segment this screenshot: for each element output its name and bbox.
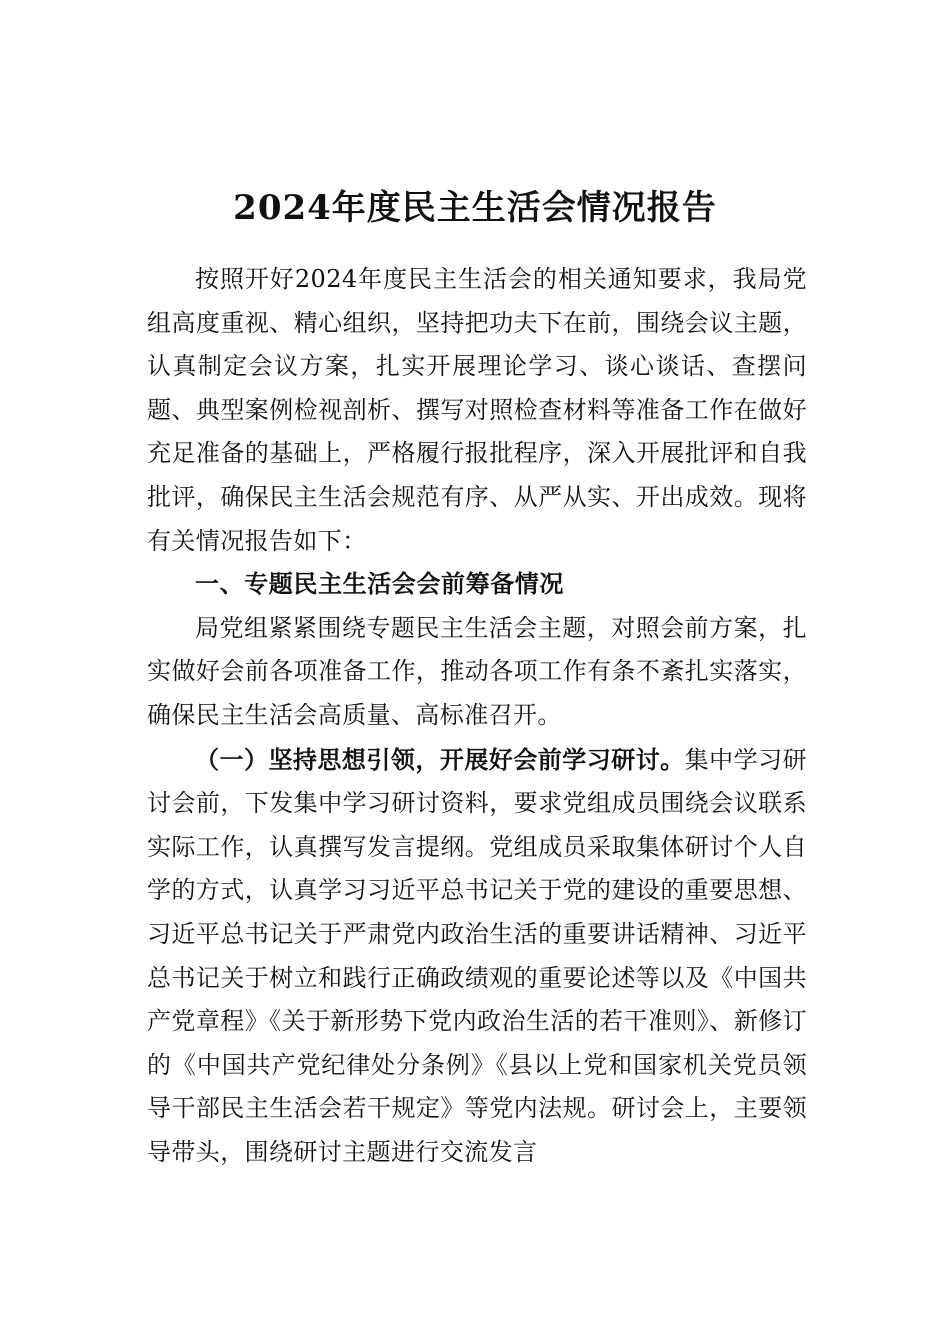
paragraph-subsection-1 xyxy=(147,738,807,1175)
document-title: 2024年度民主生活会情况报告 xyxy=(233,187,717,228)
paragraph-intro: 按照开好2024年度民主生活会的相关通知要求，我局党组高度重视、精心组织，坚持把功夫下在前，围绕会议主题，认真制定会议方案，扎实开展理论学习、谈心谈话、查摆问题、典型案例检视剖析、撰写对照检查材料等准备工作在做好充足准备的基础上，严格履行报批程序，深入开展批评和自我批评，确保民主生活会规范有序、从严从实、开出成效。现将有关情况报告如下： xyxy=(147,265,807,555)
subsection-lead: （一）坚持思想引领，开展好会前学习研讨。 xyxy=(195,744,685,774)
document-body xyxy=(147,258,807,1174)
subsection-body: 集中学习研讨会前，下发集中学习研讨资料，要求党组成员围绕会议联系实际工作，认真撰写发言提纲。党组成员采取集体研讨个人自学的方式，认真学习习近平总书记关于党的建设的重要思想、习近平总书记关于严肃党内政治生活的重要讲话精神、习近平总书记关于树立和践行正确政绩观的重要论述等以及《中国共产党章程》《关于新形势下党内政治生活的若干准则》、新修订的《中国共产党纪律处分条例》《县以上党和国家机关党员领导干部民主生活会若干规定》等党内法规。研讨会上，主要领导带头，围绕研讨主题进行交流发言 xyxy=(147,745,808,1166)
section-heading-1: 一、专题民主生活会会前筹备情况 xyxy=(195,570,564,599)
paragraph-section-1: 局党组紧紧围绕专题民主生活会主题，对照会前方案，扎实做好会前各项准备工作，推动各项工作有条不紊扎实落实，确保民主生活会高质量、高标准召开。 xyxy=(147,613,807,729)
